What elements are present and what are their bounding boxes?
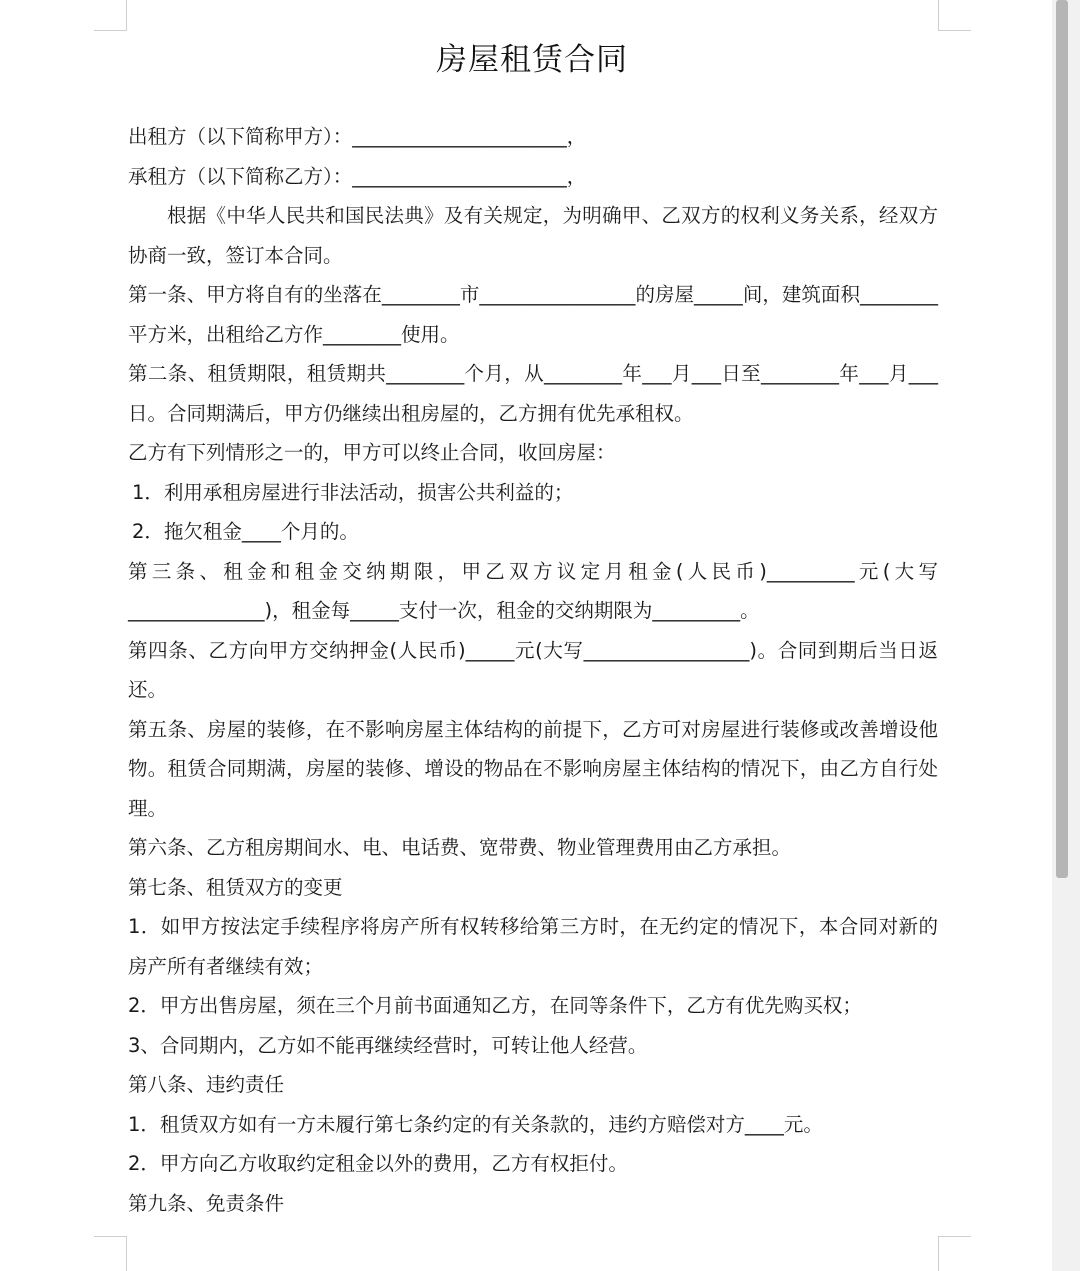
article-7-item-1: 1．如甲方按法定手续程序将房产所有权转移给第三方时，在无约定的情况下，本合同对新的房产所有者继续有效； [128,915,938,978]
page-corner-mark-bottom-left [94,1236,127,1271]
article-2: 第二条、租赁期限，租赁期共________个月，从________年___月___日至________年___月___日。合同期满后，甲方仍继续出租房屋的，乙方拥有优先承租权。 [128,362,938,425]
termination-item-1: 1．利用承租房屋进行非法活动，损害公共利益的； [132,480,574,504]
article-9-heading: 第九条、免责条件 [128,1191,285,1215]
article-8-heading: 第八条、违约责任 [128,1073,285,1096]
article-7-item-2: 2．甲方出售房屋，须在三个月前书面通知乙方，在同等条件下，乙方有优先购买权； [128,994,862,1017]
termination-item-2: 2．拖欠租金____个月的。 [132,520,359,543]
article-1: 第一条、甲方将自有的坐落在________市________________的房屋_____间，建筑面积________平方米，出租给乙方作________使用。 [128,283,938,346]
preamble-paragraph: 根据《中华人民共和国民法典》及有关规定，为明确甲、乙双方的权利义务关系，经双方协商一致，签订本合同。 [128,204,938,267]
scrollbar-thumb[interactable] [1056,0,1068,878]
page-corner-mark-bottom-right [938,1236,971,1271]
page-corner-mark-top-right [938,0,971,31]
document-body [128,117,938,1223]
article-6: 第六条、乙方租房期间水、电、电话费、宽带费、物业管理费用由乙方承担。 [128,836,792,859]
article-5: 第五条、房屋的装修，在不影响房屋主体结构的前提下，乙方可对房屋进行装修或改善增设他物。租赁合同期满，房屋的装修、增设的物品在不影响房屋主体结构的情况下，由乙方自行处理。 [128,717,938,820]
article-7-heading: 第七条、租赁双方的变更 [128,875,343,899]
page-corner-mark-top-left [94,0,127,31]
lessor-line: 出租方（以下简称甲方）：______________________， [128,125,587,148]
termination-intro: 乙方有下列情形之一的，甲方可以终止合同，收回房屋： [128,441,616,464]
lessee-line: 承租方（以下简称乙方）：______________________， [128,164,587,188]
article-4: 第四条、乙方向甲方交纳押金(人民币)_____元(大写_________________)。合同到期后当日返还。 [128,638,938,701]
article-8-item-2: 2．甲方向乙方收取约定租金以外的费用，乙方有权拒付。 [128,1152,628,1175]
article-3: 第三条、租金和租金交纳期限，甲乙双方议定月租金(人民币)_________元(大写______________)，租金每_____支付一次，租金的交纳期限为_________。 [128,559,938,622]
article-7-item-3: 3、合同期内，乙方如不能再继续经营时，可转让他人经营。 [128,1033,648,1057]
article-8-item-1: 1．租赁双方如有一方未履行第七条约定的有关条款的，违约方赔偿对方____元。 [128,1112,823,1136]
document-title: 房屋租赁合同 [436,42,628,78]
